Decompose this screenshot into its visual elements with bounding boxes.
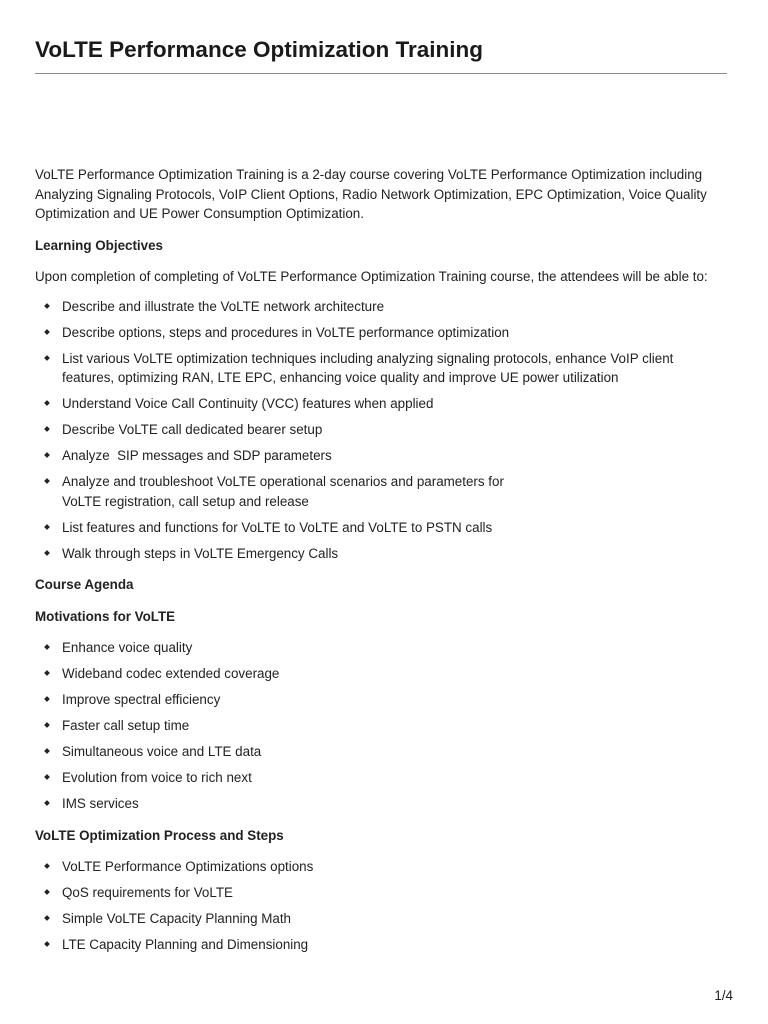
list-item-text: Analyze and troubleshoot VoLTE operational scenarios and parameters for bbox=[62, 474, 504, 489]
list-item bbox=[35, 394, 727, 414]
list-item bbox=[35, 297, 727, 317]
bullet-icon bbox=[44, 329, 50, 335]
list-item-text: Faster call setup time bbox=[62, 718, 190, 733]
bullet-icon bbox=[44, 696, 50, 702]
list-item-text: Walk through steps in VoLTE Emergency Calls bbox=[62, 545, 339, 561]
learning-objectives-list bbox=[35, 297, 727, 564]
bullet-icon bbox=[44, 478, 50, 484]
list-item bbox=[35, 883, 727, 903]
bullet-icon bbox=[44, 748, 50, 754]
list-item bbox=[35, 768, 727, 788]
learning-objectives-heading: Learning Objectives bbox=[35, 237, 163, 253]
list-item-text: Understand Voice Call Continuity (VCC) features when applied bbox=[62, 396, 434, 411]
list-item-text: LTE Capacity Planning and Dimensioning bbox=[62, 937, 309, 952]
list-item bbox=[35, 638, 727, 658]
course-agenda-heading: Course Agenda bbox=[35, 577, 134, 592]
list-item-text: Describe and illustrate the VoLTE network architecture bbox=[62, 298, 385, 314]
list-item bbox=[35, 857, 727, 877]
bullet-icon bbox=[44, 303, 50, 309]
list-item bbox=[35, 935, 727, 955]
list-item bbox=[35, 420, 727, 440]
list-item bbox=[35, 544, 727, 564]
bullet-icon bbox=[44, 774, 50, 780]
bullet-icon bbox=[44, 524, 50, 530]
bullet-icon bbox=[44, 452, 50, 458]
list-item-text: Simple VoLTE Capacity Planning Math bbox=[62, 911, 291, 926]
list-item-text: Improve spectral efficiency bbox=[62, 692, 221, 707]
list-item-text: List features and functions for VoLTE to VoLTE and VoLTE to PSTN calls bbox=[62, 519, 493, 535]
list-item-text: Describe options, steps and procedures in VoLTE performance optimization bbox=[62, 324, 510, 340]
title-divider bbox=[35, 73, 727, 74]
list-item bbox=[35, 446, 727, 466]
list-item bbox=[35, 323, 727, 343]
bullet-icon bbox=[44, 400, 50, 406]
list-item bbox=[35, 742, 727, 762]
list-item bbox=[35, 794, 727, 814]
bullet-icon bbox=[44, 941, 50, 947]
bullet-icon bbox=[44, 722, 50, 728]
bullet-icon bbox=[44, 426, 50, 432]
list-item bbox=[35, 664, 727, 684]
bullet-icon bbox=[44, 550, 50, 556]
motivations-list bbox=[35, 638, 727, 814]
optimization-process-heading: VoLTE Optimization Process and Steps bbox=[35, 827, 284, 843]
list-item-text: VoLTE Performance Optimizations options bbox=[62, 859, 314, 874]
list-item bbox=[35, 716, 727, 736]
bullet-icon bbox=[44, 915, 50, 921]
list-item bbox=[35, 690, 727, 710]
list-item bbox=[35, 518, 727, 538]
motivations-heading: Motivations for VoLTE bbox=[35, 608, 176, 624]
page-number: 1/4 bbox=[714, 988, 733, 1003]
list-item-text: Describe VoLTE call dedicated bearer setup bbox=[62, 422, 323, 437]
optimization-process-list bbox=[35, 857, 727, 955]
list-item-text: Enhance voice quality bbox=[62, 640, 193, 655]
list-item-text: Analyze SIP messages and SDP parameters bbox=[62, 448, 332, 463]
list-item-text: IMS services bbox=[62, 796, 139, 811]
list-item-text: Evolution from voice to rich next bbox=[62, 770, 252, 785]
bullet-icon bbox=[44, 889, 50, 895]
bullet-icon bbox=[44, 863, 50, 869]
list-item bbox=[35, 349, 727, 388]
bullet-icon bbox=[44, 800, 50, 806]
bullet-icon bbox=[44, 644, 50, 650]
list-item-text: Simultaneous voice and LTE data bbox=[62, 744, 262, 759]
page-title: VoLTE Performance Optimization Training bbox=[35, 37, 483, 62]
list-item-text: List various VoLTE optimization techniques including analyzing signaling protocols, enhance VoIP client features, optimizing RAN, LTE EPC, enhancing voice quality and improve UE power utilization bbox=[62, 350, 674, 385]
learning-objectives-lead: Upon completion of completing of VoLTE Performance Optimization Training course, the attendees will be able to: bbox=[35, 269, 708, 284]
bullet-icon bbox=[44, 355, 50, 361]
bullet-icon bbox=[44, 670, 50, 676]
list-item bbox=[35, 909, 727, 929]
list-item bbox=[35, 472, 727, 511]
list-item-text: QoS requirements for VoLTE bbox=[62, 885, 233, 900]
intro-paragraph: VoLTE Performance Optimization Training is a 2-day course covering VoLTE Performance Optimization including Analyzing Signaling Protocols, VoIP Client Options, Radio Network Optimization, EPC Optimization, Voice Quality Optimization and UE Power Consumption Optimization. bbox=[35, 167, 707, 221]
list-item-text: Wideband codec extended coverage bbox=[62, 666, 280, 681]
document-body bbox=[35, 165, 727, 967]
list-item-text-continued: VoLTE registration, call setup and release bbox=[62, 493, 309, 509]
